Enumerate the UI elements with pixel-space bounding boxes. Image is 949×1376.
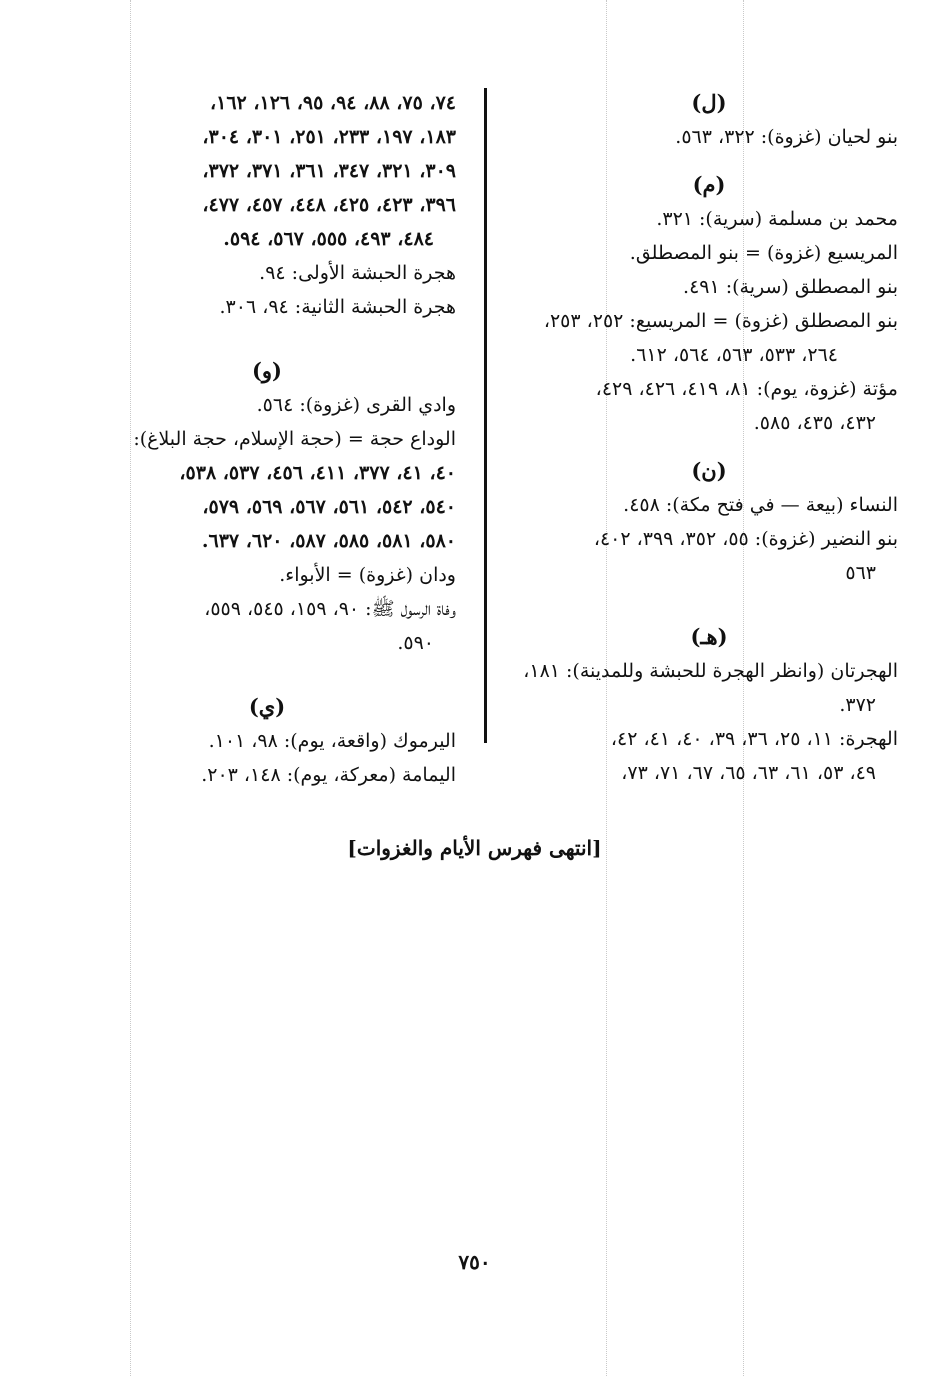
index-entry-continuation: ٤٩، ٥٣، ٦١، ٦٣، ٦٥، ٦٧، ٧١، ٧٣، [621, 762, 876, 784]
index-entry: الهجرتان (وانظر الهجرة للحبشة وللمدينة): ١٨١، [523, 660, 898, 682]
section-heading-ya: (ي) [248, 694, 286, 719]
index-entry: وادي القرى (غزوة): ٥٦٤. [256, 394, 456, 416]
index-entry-continuation: ٥٤٠، ٥٤٢، ٥٦١، ٥٦٧، ٥٦٩، ٥٧٩، [202, 496, 456, 518]
index-entry: محمد بن مسلمة (سرية): ٣٢١. [656, 208, 898, 230]
index-entry-continuation: ٢٦٤، ٥٣٣، ٥٦٣، ٥٦٤، ٦١٢. [630, 344, 838, 366]
index-entry-continuation: ٤٠، ٤١، ٣٧٧، ٤١١، ٤٥٦، ٥٣٧، ٥٣٨، [179, 462, 456, 484]
index-entry: الوداع حجة = (حجة الإسلام، حجة البلاغ): [133, 428, 456, 450]
index-entry: هجرة الحبشة الأولى: ٩٤. [259, 262, 456, 284]
section-heading-mim: (م) [692, 172, 726, 197]
section-heading-waw: (و) [251, 358, 282, 383]
page-number: ٧٥٠ [458, 1250, 491, 1274]
index-entry-continuation: ٣٧٢. [839, 694, 876, 716]
index-entry: الهجرة: ١١، ٢٥، ٣٦، ٣٩، ٤٠، ٤١، ٤٢، [610, 728, 898, 750]
index-entry-continuation: ٧٤، ٧٥، ٨٨، ٩٤، ٩٥، ١٢٦، ١٦٢، [210, 92, 456, 114]
index-entry: وفاة الرسول ﷺ: ٩٠، ١٥٩، ٥٤٥، ٥٥٩، [204, 598, 456, 620]
index-entry: ودان (غزوة) = الأبواء. [279, 564, 456, 586]
index-entry-continuation: ٥٩٠. [397, 632, 434, 654]
index-entry: اليمامة (معركة، يوم): ١٤٨، ٢٠٣. [201, 764, 456, 786]
index-entry-continuation: ٥٦٣ [845, 562, 876, 584]
index-entry-continuation: ٤٨٤، ٤٩٣، ٥٥٥، ٥٦٧، ٥٩٤. [223, 228, 434, 250]
section-heading-lam: (ل) [691, 90, 727, 115]
index-entry: مؤتة (غزوة، يوم): ٨١، ٤١٩، ٤٢٦، ٤٢٩، [595, 378, 898, 400]
end-of-index-note: [انتهى فهرس الأيام والغزوات] [347, 836, 602, 860]
index-entry: بنو النضير (غزوة): ٥٥، ٣٥٢، ٣٩٩، ٤٠٢، [593, 528, 898, 550]
index-entry: بنو لحيان (غزوة): ٣٢٢، ٥٦٣. [675, 126, 898, 148]
index-entry: النساء (بيعة — في فتح مكة): ٤٥٨. [623, 494, 898, 516]
index-entry: اليرموك (واقعة، يوم): ٩٨، ١٠١. [208, 730, 456, 752]
section-heading-ha: (هـ) [690, 624, 728, 649]
index-entry-continuation: ١٨٣، ١٩٧، ٢٣٣، ٢٥١، ٣٠١، ٣٠٤، [202, 126, 456, 148]
section-heading-nun: (ن) [691, 458, 727, 483]
index-entry-continuation: ٥٨٠، ٥٨١، ٥٨٥، ٥٨٧، ٦٢٠، ٦٣٧. [201, 530, 456, 552]
index-entry: بنو المصطلق (غزوة) = المريسيع: ٢٥٢، ٢٥٣، [543, 310, 898, 332]
index-entry-continuation: ٤٣٢، ٤٣٥، ٥٨٥. [753, 412, 876, 434]
index-entry-continuation: ٣٠٩، ٣٢١، ٣٤٧، ٣٦١، ٣٧١، ٣٧٢، [202, 160, 456, 182]
column-divider [484, 88, 487, 743]
index-entry: بنو المصطلق (سرية): ٤٩١. [683, 276, 898, 298]
index-entry: هجرة الحبشة الثانية: ٩٤، ٣٠٦. [219, 296, 456, 318]
left-column [78, 86, 456, 792]
index-entry: المريسيع (غزوة) = بنو المصطلق. [629, 242, 898, 264]
index-entry-continuation: ٣٩٦، ٤٢٣، ٤٢٥، ٤٤٨، ٤٥٧، ٤٧٧، [202, 194, 456, 216]
right-column [520, 86, 898, 790]
